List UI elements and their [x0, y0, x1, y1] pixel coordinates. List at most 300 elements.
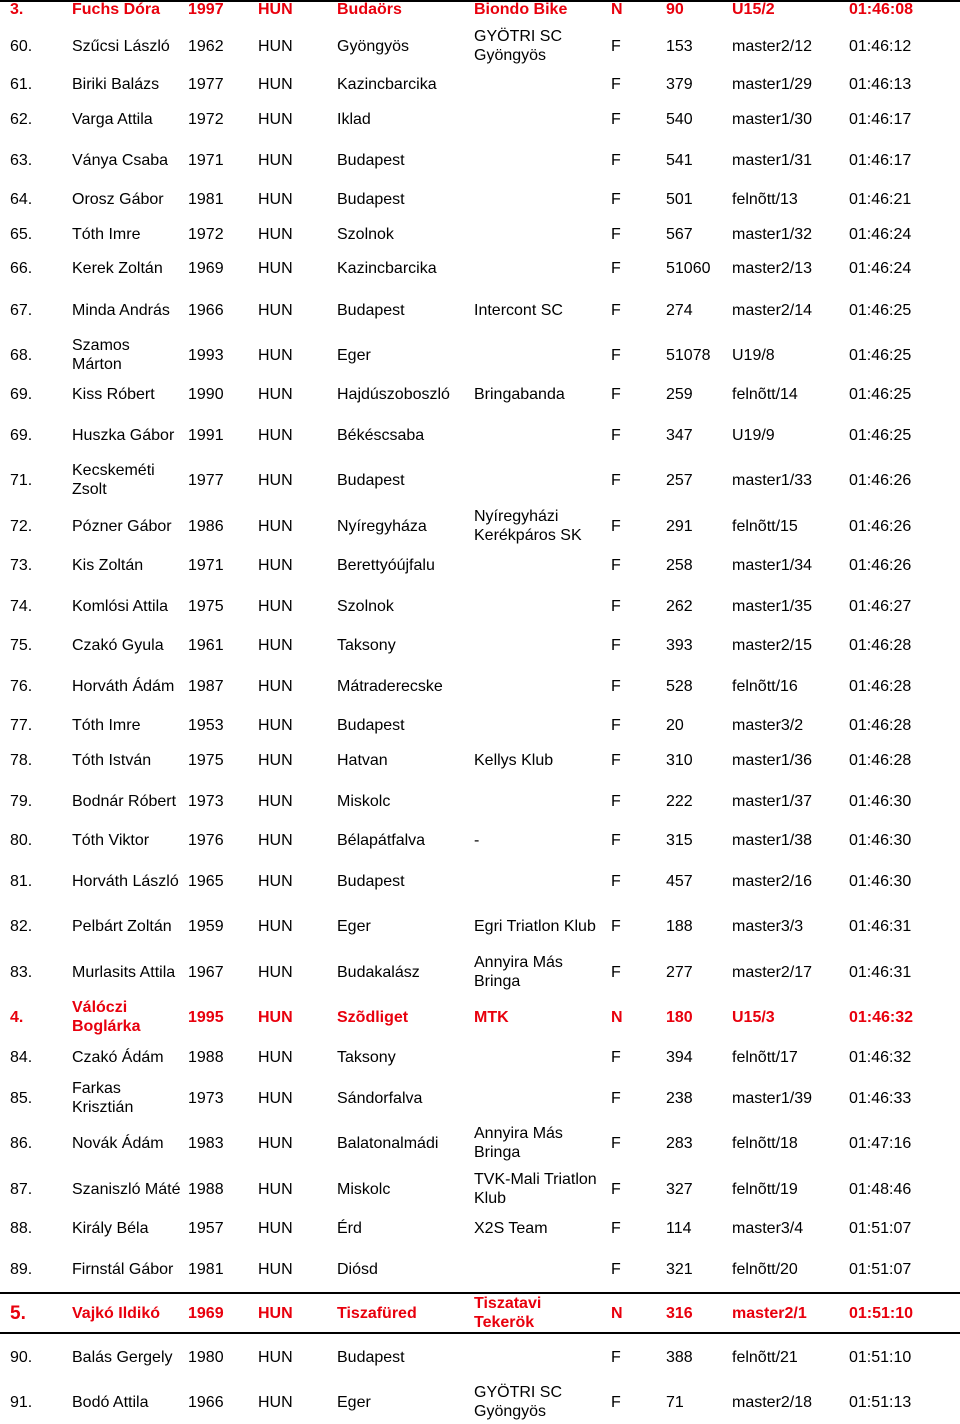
- category-cell: [732, 507, 846, 545]
- gender-cell-text: F: [611, 226, 621, 243]
- bib-number-cell: [666, 636, 728, 655]
- finish-time-cell: [849, 75, 957, 94]
- city-cell-text: Budaörs: [337, 0, 402, 18]
- nationality-cell-text: HUN: [258, 0, 293, 18]
- gender-cell: [611, 587, 651, 625]
- rank-cell: [10, 667, 68, 705]
- rank-cell-text: 66.: [10, 260, 33, 277]
- name-cell: [72, 831, 184, 850]
- club-cell: [474, 667, 600, 705]
- club-cell-text: Kellys Klub: [474, 752, 554, 769]
- name-cell: [72, 862, 184, 900]
- club-cell: [474, 1219, 600, 1238]
- city-cell: [337, 998, 472, 1036]
- nationality-cell: [258, 190, 328, 209]
- finish-time-cell-text: 01:46:12: [849, 37, 912, 55]
- result-row: [0, 1124, 960, 1162]
- nationality-cell: [258, 336, 328, 374]
- nationality-cell: [258, 953, 328, 991]
- city-cell-text: Budapest: [337, 717, 405, 734]
- finish-time-cell: [849, 998, 957, 1036]
- category-cell: [732, 907, 846, 945]
- birth-year-cell: [188, 416, 248, 454]
- nationality-cell-text: HUN: [258, 1260, 293, 1278]
- result-row: [0, 507, 960, 545]
- bib-number-cell-text: 501: [666, 191, 693, 208]
- name-cell: [72, 259, 184, 278]
- gender-cell-text: F: [611, 1049, 621, 1066]
- rank-cell: [10, 75, 68, 94]
- nationality-cell: [258, 416, 328, 454]
- gender-cell: [611, 507, 651, 545]
- finish-time-cell: [849, 291, 957, 329]
- finish-time-cell: [849, 110, 957, 129]
- gender-cell: [611, 190, 651, 209]
- result-row: [0, 636, 960, 655]
- birth-year-cell: [188, 27, 248, 65]
- city-cell: [337, 1383, 472, 1421]
- rank-cell-text: 88.: [10, 1220, 33, 1237]
- category-cell-text: master1/33: [732, 471, 813, 489]
- nationality-cell-text: HUN: [258, 872, 293, 890]
- club-cell: [474, 556, 600, 575]
- result-row: [0, 1250, 960, 1288]
- finish-time-cell-text: 01:46:28: [849, 752, 912, 769]
- finish-time-cell: [849, 907, 957, 945]
- city-cell: [337, 259, 472, 278]
- birth-year-cell-text: 1976: [188, 832, 224, 849]
- gender-cell-text: N: [611, 1008, 623, 1026]
- name-cell: [72, 1219, 184, 1238]
- finish-time-cell: [849, 416, 957, 454]
- birth-year-cell: [188, 556, 248, 575]
- finish-time-cell: [849, 27, 957, 65]
- rank-cell: [10, 461, 68, 499]
- bib-number-cell: [666, 831, 728, 850]
- birth-year-cell-text: 1975: [188, 597, 224, 615]
- bib-number-cell-text: 71: [666, 1393, 684, 1411]
- bib-number-cell-text: 394: [666, 1049, 693, 1066]
- result-row-highlighted: [0, 0, 960, 18]
- city-cell: [337, 782, 472, 820]
- gender-cell: [611, 1383, 651, 1421]
- category-cell-text: master1/29: [732, 76, 813, 93]
- bib-number-cell: [666, 0, 728, 18]
- bib-number-cell: [666, 667, 728, 705]
- name-cell: [72, 0, 184, 18]
- category-cell-text: felnõtt/13: [732, 191, 798, 208]
- rank-cell: [10, 831, 68, 850]
- name-cell-text: Tóth Imre: [72, 717, 141, 734]
- gender-cell: [611, 291, 651, 329]
- category-cell-text: master3/4: [732, 1220, 804, 1237]
- finish-time-cell: [849, 385, 957, 404]
- birth-year-cell: [188, 953, 248, 991]
- gender-cell-text: F: [611, 597, 621, 615]
- bib-number-cell: [666, 716, 728, 735]
- finish-time-cell: [849, 190, 957, 209]
- finish-time-cell-text: 01:51:07: [849, 1260, 912, 1278]
- name-cell: [72, 225, 184, 244]
- finish-time-cell: [849, 259, 957, 278]
- finish-time-cell-text: 01:46:30: [849, 872, 912, 890]
- city-cell-text: Budapest: [337, 191, 405, 208]
- birth-year-cell: [188, 1124, 248, 1162]
- city-cell-text: Érd: [337, 1220, 362, 1237]
- nationality-cell: [258, 141, 328, 179]
- name-cell-text: Pózner Gábor: [72, 517, 172, 535]
- gender-cell: [611, 1170, 651, 1208]
- rank-cell: [10, 1079, 68, 1117]
- birth-year-cell-text: 1957: [188, 1220, 224, 1237]
- finish-time-cell-text: 01:46:31: [849, 963, 912, 981]
- birth-year-cell-text: 1975: [188, 752, 224, 769]
- nationality-cell: [258, 667, 328, 705]
- finish-time-cell: [849, 1170, 957, 1208]
- nationality-cell-text: HUN: [258, 1393, 293, 1411]
- nationality-cell: [258, 1383, 328, 1421]
- bib-number-cell-text: 222: [666, 792, 693, 810]
- name-cell-text: Komlósi Attila: [72, 597, 169, 615]
- category-cell: [732, 1079, 846, 1117]
- city-cell: [337, 416, 472, 454]
- city-cell-text: Kazincbarcika: [337, 76, 437, 93]
- city-cell-text: Balatonalmádi: [337, 1134, 439, 1152]
- category-cell: [732, 1124, 846, 1162]
- result-row-highlighted: [0, 998, 960, 1036]
- finish-time-cell-text: 01:46:28: [849, 717, 912, 734]
- finish-time-cell: [849, 336, 957, 374]
- club-cell: [474, 507, 600, 545]
- birth-year-cell-text: 1973: [188, 1089, 224, 1107]
- gender-cell: [611, 862, 651, 900]
- bib-number-cell: [666, 556, 728, 575]
- city-cell: [337, 1338, 472, 1376]
- finish-time-cell-text: 01:51:10: [849, 1304, 914, 1322]
- finish-time-cell-text: 01:46:17: [849, 111, 912, 128]
- bib-number-cell: [666, 141, 728, 179]
- gender-cell: [611, 998, 651, 1036]
- birth-year-cell-text: 1990: [188, 386, 224, 403]
- city-cell: [337, 190, 472, 209]
- finish-time-cell: [849, 751, 957, 770]
- nationality-cell-text: HUN: [258, 1089, 293, 1107]
- city-cell: [337, 556, 472, 575]
- finish-time-cell-text: 01:51:10: [849, 1348, 912, 1366]
- nationality-cell: [258, 291, 328, 329]
- city-cell-text: Miskolc: [337, 792, 391, 810]
- finish-time-cell-text: 01:48:46: [849, 1180, 912, 1198]
- name-cell: [72, 998, 184, 1036]
- club-cell: [474, 1383, 600, 1421]
- category-cell-text: felnõtt/21: [732, 1348, 798, 1366]
- finish-time-cell-text: 01:46:25: [849, 386, 912, 403]
- bib-number-cell-text: 379: [666, 76, 693, 93]
- name-cell: [72, 27, 184, 65]
- category-cell-text: felnõtt/14: [732, 386, 798, 403]
- bib-number-cell: [666, 75, 728, 94]
- category-cell-text: master1/37: [732, 792, 813, 810]
- city-cell-text: Szolnok: [337, 597, 394, 615]
- bib-number-cell: [666, 1338, 728, 1376]
- finish-time-cell-text: 01:46:30: [849, 832, 912, 849]
- gender-cell: [611, 416, 651, 454]
- category-cell-text: master1/35: [732, 597, 813, 615]
- category-cell-text: felnõtt/20: [732, 1260, 798, 1278]
- gender-cell-text: F: [611, 260, 621, 277]
- club-cell-text: Bringabanda: [474, 386, 565, 403]
- rank-cell: [10, 1383, 68, 1421]
- bib-number-cell-text: 388: [666, 1348, 693, 1366]
- bib-number-cell-text: 188: [666, 917, 693, 935]
- bib-number-cell-text: 393: [666, 637, 693, 654]
- gender-cell-text: F: [611, 1348, 621, 1366]
- birth-year-cell-text: 1977: [188, 471, 224, 489]
- name-cell-text: Bodnár Róbert: [72, 792, 177, 810]
- gender-cell-text: F: [611, 37, 621, 55]
- nationality-cell-text: HUN: [258, 37, 293, 55]
- result-row: [0, 831, 960, 850]
- category-cell: [732, 716, 846, 735]
- birth-year-cell: [188, 782, 248, 820]
- gender-cell-text: F: [611, 637, 621, 654]
- city-cell-text: Taksony: [337, 637, 396, 654]
- gender-cell-text: N: [611, 0, 623, 18]
- name-cell: [72, 587, 184, 625]
- finish-time-cell: [849, 1048, 957, 1067]
- nationality-cell: [258, 0, 328, 18]
- gender-cell-text: F: [611, 346, 621, 364]
- nationality-cell-text: HUN: [258, 226, 293, 243]
- finish-time-cell: [849, 862, 957, 900]
- category-cell: [732, 416, 846, 454]
- rank-cell: [10, 1250, 68, 1288]
- category-cell-text: master3/2: [732, 717, 804, 734]
- name-cell: [72, 556, 184, 575]
- rank-cell-text: 77.: [10, 717, 33, 734]
- club-cell: [474, 0, 600, 18]
- name-cell-text: Ványa Csaba: [72, 151, 169, 169]
- bib-number-cell: [666, 1079, 728, 1117]
- birth-year-cell: [188, 259, 248, 278]
- name-cell-text: Orosz Gábor: [72, 191, 164, 208]
- finish-time-cell-text: 01:46:25: [849, 301, 912, 319]
- nationality-cell-text: HUN: [258, 386, 293, 403]
- birth-year-cell: [188, 385, 248, 404]
- nationality-cell-text: HUN: [258, 1304, 293, 1322]
- nationality-cell: [258, 27, 328, 65]
- club-cell: [474, 1124, 600, 1162]
- category-cell: [732, 998, 846, 1036]
- club-cell-text: Biondo Bike: [474, 0, 568, 18]
- bib-number-cell: [666, 291, 728, 329]
- category-cell-text: felnõtt/19: [732, 1180, 798, 1198]
- city-cell: [337, 291, 472, 329]
- result-row: [0, 587, 960, 625]
- name-cell-text: Varga Attila: [72, 111, 153, 128]
- birth-year-cell-text: 1973: [188, 792, 224, 810]
- bib-number-cell: [666, 1048, 728, 1067]
- nationality-cell: [258, 1250, 328, 1288]
- gender-cell-text: F: [611, 1393, 621, 1411]
- result-row-highlighted: [0, 1292, 960, 1334]
- nationality-cell: [258, 1048, 328, 1067]
- result-row: [0, 1383, 960, 1421]
- birth-year-cell: [188, 998, 248, 1036]
- result-row: [0, 716, 960, 735]
- nationality-cell: [258, 1338, 328, 1376]
- club-cell-text: -: [474, 832, 480, 849]
- name-cell: [72, 190, 184, 209]
- name-cell-text: Czakó Gyula: [72, 637, 164, 654]
- nationality-cell: [258, 862, 328, 900]
- gender-cell: [611, 716, 651, 735]
- birth-year-cell-text: 1969: [188, 260, 224, 277]
- rank-cell-text: 79.: [10, 792, 33, 810]
- result-row: [0, 225, 960, 244]
- gender-cell-text: F: [611, 76, 621, 93]
- birth-year-cell-text: 1972: [188, 111, 224, 128]
- nationality-cell-text: HUN: [258, 677, 293, 695]
- nationality-cell-text: HUN: [258, 260, 293, 277]
- name-cell-text: Farkas Krisztián: [72, 1080, 134, 1116]
- category-cell-text: U19/8: [732, 346, 775, 364]
- city-cell: [337, 953, 472, 991]
- city-cell: [337, 385, 472, 404]
- bib-number-cell-text: 291: [666, 517, 693, 535]
- city-cell: [337, 1219, 472, 1238]
- nationality-cell-text: HUN: [258, 832, 293, 849]
- name-cell: [72, 1079, 184, 1117]
- rank-cell: [10, 1048, 68, 1067]
- category-cell: [732, 1219, 846, 1238]
- name-cell-text: Murlasits Attila: [72, 963, 176, 981]
- bib-number-cell: [666, 1383, 728, 1421]
- city-cell: [337, 667, 472, 705]
- city-cell: [337, 336, 472, 374]
- gender-cell-text: F: [611, 471, 621, 489]
- nationality-cell-text: HUN: [258, 517, 293, 535]
- club-cell: [474, 587, 600, 625]
- gender-cell: [611, 110, 651, 129]
- bib-number-cell-text: 316: [666, 1304, 693, 1322]
- birth-year-cell-text: 1980: [188, 1348, 224, 1366]
- city-cell: [337, 75, 472, 94]
- gender-cell: [611, 259, 651, 278]
- city-cell: [337, 110, 472, 129]
- category-cell: [732, 1338, 846, 1376]
- result-row: [0, 27, 960, 65]
- gender-cell-text: N: [611, 1304, 623, 1322]
- club-cell-text: Annyira Más Bringa: [474, 1125, 563, 1161]
- birth-year-cell: [188, 291, 248, 329]
- club-cell: [474, 225, 600, 244]
- birth-year-cell: [188, 907, 248, 945]
- birth-year-cell-text: 1991: [188, 426, 224, 444]
- category-cell: [732, 27, 846, 65]
- category-cell-text: master1/32: [732, 226, 813, 243]
- name-cell-text: Szűcsi László: [72, 37, 170, 55]
- name-cell: [72, 907, 184, 945]
- birth-year-cell: [188, 141, 248, 179]
- bib-number-cell: [666, 953, 728, 991]
- rank-cell-text: 65.: [10, 226, 33, 243]
- city-cell-text: Hatvan: [337, 752, 388, 769]
- birth-year-cell-text: 1977: [188, 76, 224, 93]
- nationality-cell: [258, 636, 328, 655]
- bib-number-cell: [666, 1294, 728, 1332]
- club-cell: [474, 461, 600, 499]
- category-cell-text: master2/1: [732, 1304, 807, 1322]
- city-cell: [337, 141, 472, 179]
- bib-number-cell-text: 321: [666, 1260, 693, 1278]
- category-cell-text: felnõtt/18: [732, 1134, 798, 1152]
- birth-year-cell-text: 1995: [188, 1008, 224, 1026]
- club-cell: [474, 259, 600, 278]
- bib-number-cell: [666, 1250, 728, 1288]
- name-cell-text: Szamos Márton: [72, 337, 130, 373]
- nationality-cell: [258, 259, 328, 278]
- name-cell-text: Tóth Imre: [72, 226, 141, 243]
- bib-number-cell: [666, 259, 728, 278]
- birth-year-cell: [188, 507, 248, 545]
- bib-number-cell-text: 114: [666, 1220, 692, 1237]
- finish-time-cell: [849, 1383, 957, 1421]
- rank-cell: [10, 27, 68, 65]
- category-cell: [732, 862, 846, 900]
- rank-cell-text: 90.: [10, 1348, 33, 1366]
- rank-cell: [10, 385, 68, 404]
- club-cell-text: Intercont SC: [474, 301, 563, 319]
- nationality-cell-text: HUN: [258, 191, 293, 208]
- club-cell-text: Annyira Más Bringa: [474, 954, 563, 990]
- city-cell-text: Eger: [337, 917, 371, 935]
- gender-cell: [611, 1338, 651, 1376]
- finish-time-cell: [849, 1338, 957, 1376]
- rank-cell-text: 62.: [10, 111, 33, 128]
- nationality-cell-text: HUN: [258, 752, 293, 769]
- rank-cell-text: 67.: [10, 301, 33, 319]
- finish-time-cell-text: 01:46:08: [849, 0, 914, 18]
- category-cell-text: master2/17: [732, 963, 813, 981]
- name-cell: [72, 751, 184, 770]
- category-cell: [732, 110, 846, 129]
- bib-number-cell-text: 457: [666, 872, 693, 890]
- gender-cell: [611, 667, 651, 705]
- nationality-cell: [258, 831, 328, 850]
- gender-cell: [611, 385, 651, 404]
- name-cell-text: Kis Zoltán: [72, 557, 144, 574]
- name-cell-text: Kiss Róbert: [72, 386, 155, 403]
- result-row: [0, 1338, 960, 1376]
- rank-cell-text: 80.: [10, 832, 33, 849]
- gender-cell-text: F: [611, 1134, 621, 1152]
- category-cell-text: master1/31: [732, 151, 813, 169]
- finish-time-cell: [849, 225, 957, 244]
- nationality-cell: [258, 507, 328, 545]
- category-cell: [732, 461, 846, 499]
- name-cell-text: Biriki Balázs: [72, 76, 160, 93]
- rank-cell: [10, 1294, 68, 1332]
- finish-time-cell: [849, 461, 957, 499]
- finish-time-cell: [849, 1250, 957, 1288]
- finish-time-cell-text: 01:46:32: [849, 1049, 912, 1066]
- rank-cell-text: 69.: [10, 386, 33, 403]
- finish-time-cell-text: 01:46:26: [849, 557, 912, 574]
- birth-year-cell: [188, 1383, 248, 1421]
- result-row: [0, 1170, 960, 1208]
- city-cell-text: Hajdúszoboszló: [337, 386, 450, 403]
